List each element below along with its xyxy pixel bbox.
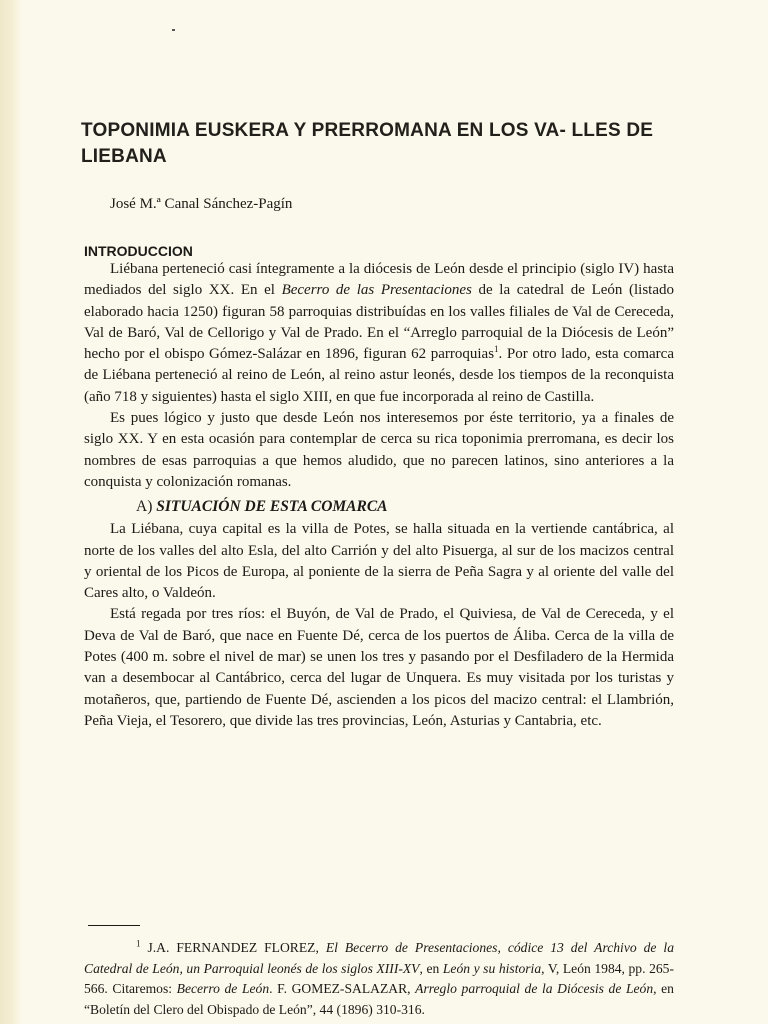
article-title: TOPONIMIA EUSKERA Y PRERROMANA EN LOS VA- LLES DE LIEBANA xyxy=(81,120,654,167)
footnote-1: $^1$ J.A. FERNANDEZ FLOREZ, El Becerro de Presentaciones, códice 13 del Archivo de la Catedral de León, un Parroquial leonés de los siglos XIII-XV, en León y su historia, V, León 1984, pp. 265-566. Citaremos: Becerro de León. F. GOMEZ-SALAZAR, Arreglo parroquial de la Diócesis de León, en “Boletín del Clero del Obispado de León”, 44 (1896) 310-316. xyxy=(84,938,674,1017)
footnote-ref-1: 1 xyxy=(494,344,499,355)
introduction-heading: INTRODUCCION xyxy=(84,243,193,259)
introduction-paragraph-2: Es pues lógico y justo que desde León nos interesemos por éste territorio, ya a finales de siglo XX. Y en esta ocasión para contemplar de cerca su rica toponimia prerromana, es decir los nombres de esas parroquias a que hemos aludido, que no parecen latinos, sino anteriores a la conquista y colonización romanas. xyxy=(84,410,674,490)
citation-becerro: Becerro de las Presentaciones xyxy=(281,282,472,299)
article-author: José M.ª Canal Sánchez-Pagín xyxy=(110,196,293,212)
introduction-paragraph-1: Liébana perteneció casi íntegramente a la diócesis de León desde el principio (siglo IV) hasta mediados del siglo XX. En el Becerro de las Presentaciones de la catedral de León (listado elaborado hacia 1250) figuran 58 parroquias distribuídas en los valles filiales de Val de Cereceda, Val de Baró, Val de Cellorigo y Val de Prado. En el “Arreglo parroquial de la Diócesis de León” hecho por el obispo Gómez-Salázar en 1896, figuran 62 parroquias$^1$. Por otro lado, esta comarca de Liébana perteneció al reino de León, al reino astur leonés, desde los tiempos de la reconquista (año 718 y siguientes) hasta el siglo XIII, en que fue incorporada al reino de Castilla. xyxy=(84,261,674,405)
scan-speck xyxy=(172,29,175,31)
section-a-heading: A) SITUACIÓN DE ESTA COMARCA xyxy=(136,498,388,516)
section-a-paragraph-1: La Liébana, cuya capital es la villa de Potes, se halla situada en la vertiende cantábrica, al norte de los valles del alto Esla, del alto Carrión y del alto Pisuerga, al sur de los macizos central y oriental de los Picos de Europa, al poniente de la sierra de Peña Sagra y al oriente del valle del Cares alto, o Valdeón. xyxy=(84,521,674,602)
article-page xyxy=(81,110,674,732)
section-a-paragraph-2: Está regada por tres ríos: el Buyón, de Val de Prado, el Quiviesa, de Val de Cereceda, y el Deva de Val de Baró, que nace en Fuente Dé, cerca de los puertos de Áliba. Cerca de la villa de Potes (400 m. sobre el nivel de mar) se unen los tres y pasando por el Desfiladero de la Hermida van a desembocar al Cantábrico, cerca del lugar de Unquera. Es muy visitada por los turistas y motañeros, que, partiendo de Fuente Dé, ascienden a los picos del macizo central: el Llambrión, Peña Vieja, el Tesorero, que divide las tres provincias, León, Asturias y Cantabria, etc. xyxy=(84,606,674,729)
footnote-separator xyxy=(88,925,140,926)
page-gutter-shadow xyxy=(0,0,22,1024)
